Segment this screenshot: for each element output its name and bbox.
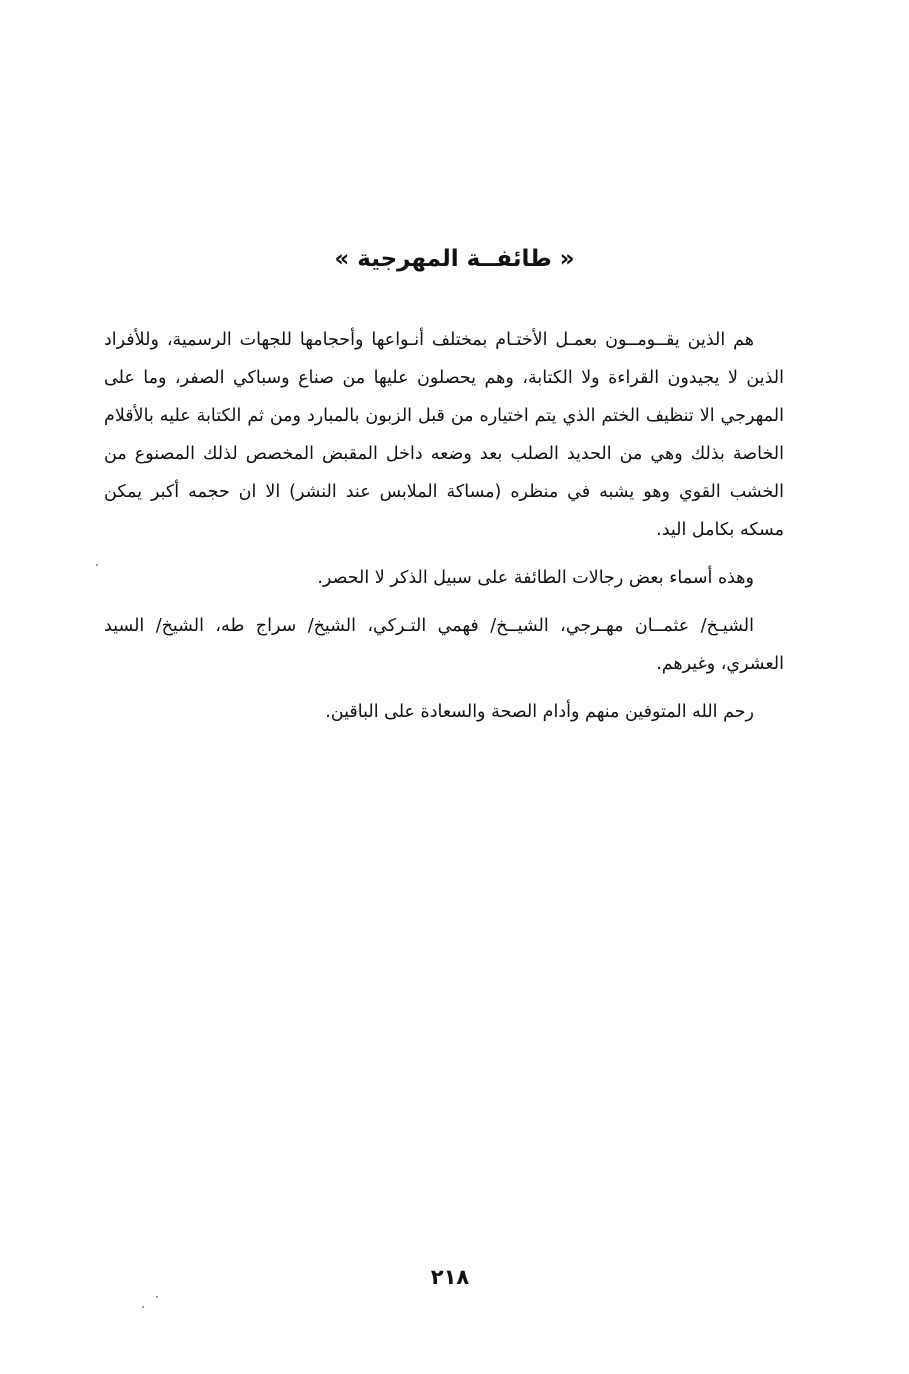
paragraph-closing-prayer: رحم الله المتوفين منهم وأدام الصحة والسعادة على الباقين. — [325, 702, 754, 722]
scan-speck — [142, 1306, 144, 1308]
page-title: « طائفــة المهرجية » — [334, 246, 575, 273]
paragraph-names-intro: وهذه أسماء بعض رجالات الطائفة على سبيل الذكر لا الحصر. — [317, 568, 754, 588]
page-number: ٢١٨ — [430, 1265, 470, 1289]
paragraph-description: هم الذين يقــومــون بعمـل الأختـام بمختلف أنـواعها وأحجامها للجهات الرسمية، وللأفراد الذين لا يجيدون القراءة ولا الكتابة، وهم يحصلون عليها من صناع وسباكي الصفر، وما على المهرجي الا تنظيف الختم الذي يتم اختياره من قبل الزبون بالمبارد ومن ثم الكتابة عليه بالأقلام الخاصة بذلك وهي من الحديد الصلب بعد وضعه داخل المقبض المخصص لذلك المصنوع من الخشب القوي وهو يشبه في منظره (مساكة الملابس عند النشر) الا ان حجمه أكبر يمكن مسكه بكامل اليد. — [104, 330, 784, 540]
body-text — [104, 321, 784, 731]
scan-speck — [156, 1296, 158, 1298]
scan-speck — [96, 564, 98, 566]
paragraph-names-list: الشيـخ/ عثمــان مهـرجي، الشيــخ/ فهمي التـركي، الشيخ/ سراج طه، الشيخ/ السيد العشري، وغيرهم. — [104, 616, 784, 674]
